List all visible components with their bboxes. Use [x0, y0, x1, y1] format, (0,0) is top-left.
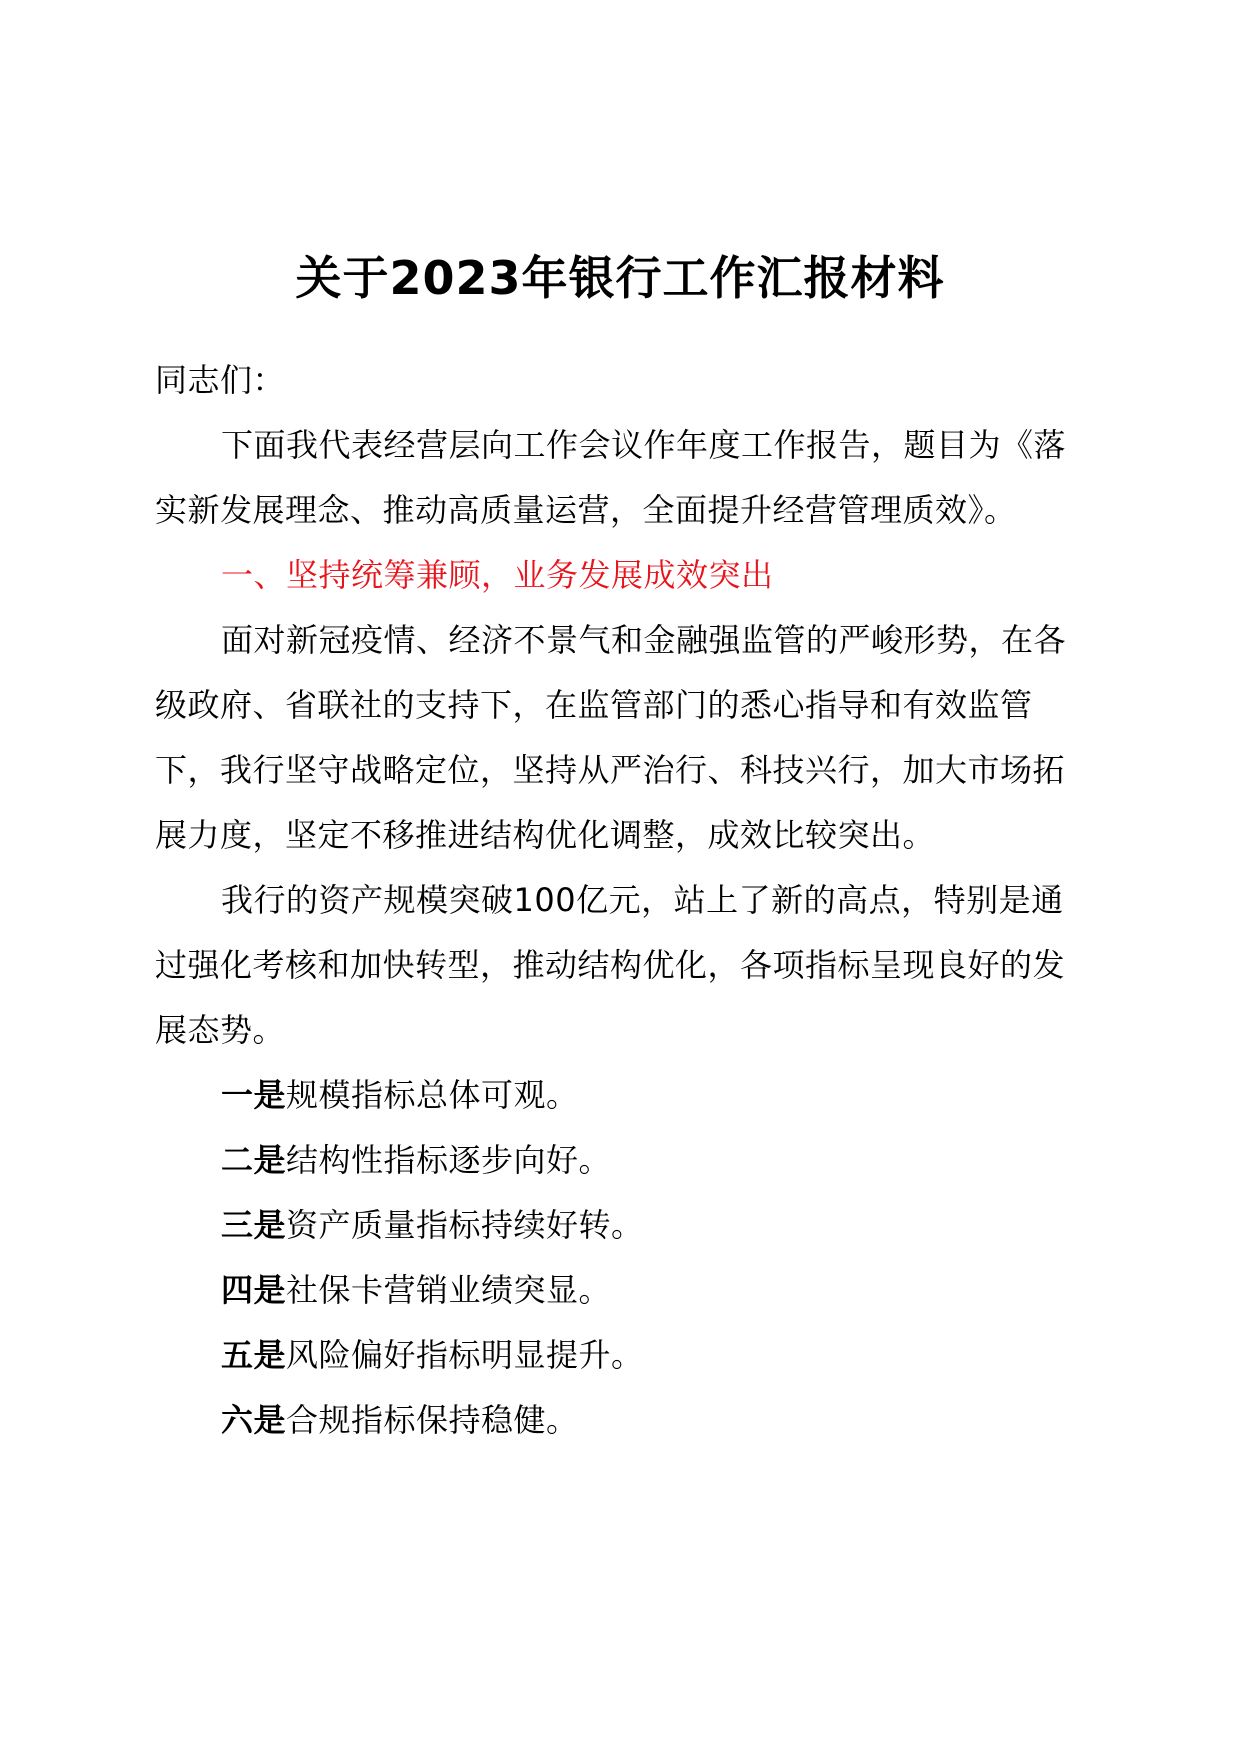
point-text: 资产质量指标持续好转。: [286, 1206, 644, 1244]
salutation: 同志们：: [155, 361, 286, 399]
point-item: [155, 1388, 1090, 1453]
point-text: 结构性指标逐步向好。: [286, 1141, 612, 1179]
point-text: 合规指标保持稳健。: [286, 1401, 579, 1439]
point-lead: 五是: [221, 1336, 287, 1374]
point-item: [155, 1063, 1090, 1128]
point-lead: 二是: [221, 1141, 287, 1179]
point-text: 规模指标总体可观。: [286, 1076, 579, 1114]
document-body: [155, 348, 1090, 1453]
body-paragraph-2: 我行的资产规模突破100亿元，站上了新的高点，特别是通过强化考核和加快转型，推动结构优化，各项指标呈现良好的发展态势。: [155, 881, 1066, 1049]
point-item: [155, 1258, 1090, 1323]
point-text: 风险偏好指标明显提升。: [286, 1336, 644, 1374]
point-item: [155, 1128, 1090, 1193]
point-item: [155, 1323, 1090, 1388]
point-text: 社保卡营销业绩突显。: [286, 1271, 612, 1309]
point-item: [155, 1193, 1090, 1258]
point-lead: 六是: [221, 1401, 287, 1439]
body-paragraph-1: 面对新冠疫情、经济不景气和金融强监管的严峻形势，在各级政府、省联社的支持下，在监管部门的悉心指导和有效监管下，我行坚守战略定位，坚持从严治行、科技兴行，加大市场拓展力度，坚定不移推进结构优化调整，成效比较突出。: [155, 621, 1067, 854]
intro-paragraph: 下面我代表经营层向工作会议作年度工作报告，题目为《落实新发展理念、推动高质量运营，全面提升经营管理质效》。: [155, 426, 1067, 529]
point-lead: 一是: [221, 1076, 287, 1114]
point-lead: 三是: [221, 1206, 287, 1244]
document-title: 关于2023年银行工作汇报材料: [295, 251, 945, 305]
point-lead: 四是: [221, 1271, 287, 1309]
section-heading-1: 一、坚持统筹兼顾，业务发展成效突出: [221, 556, 774, 594]
